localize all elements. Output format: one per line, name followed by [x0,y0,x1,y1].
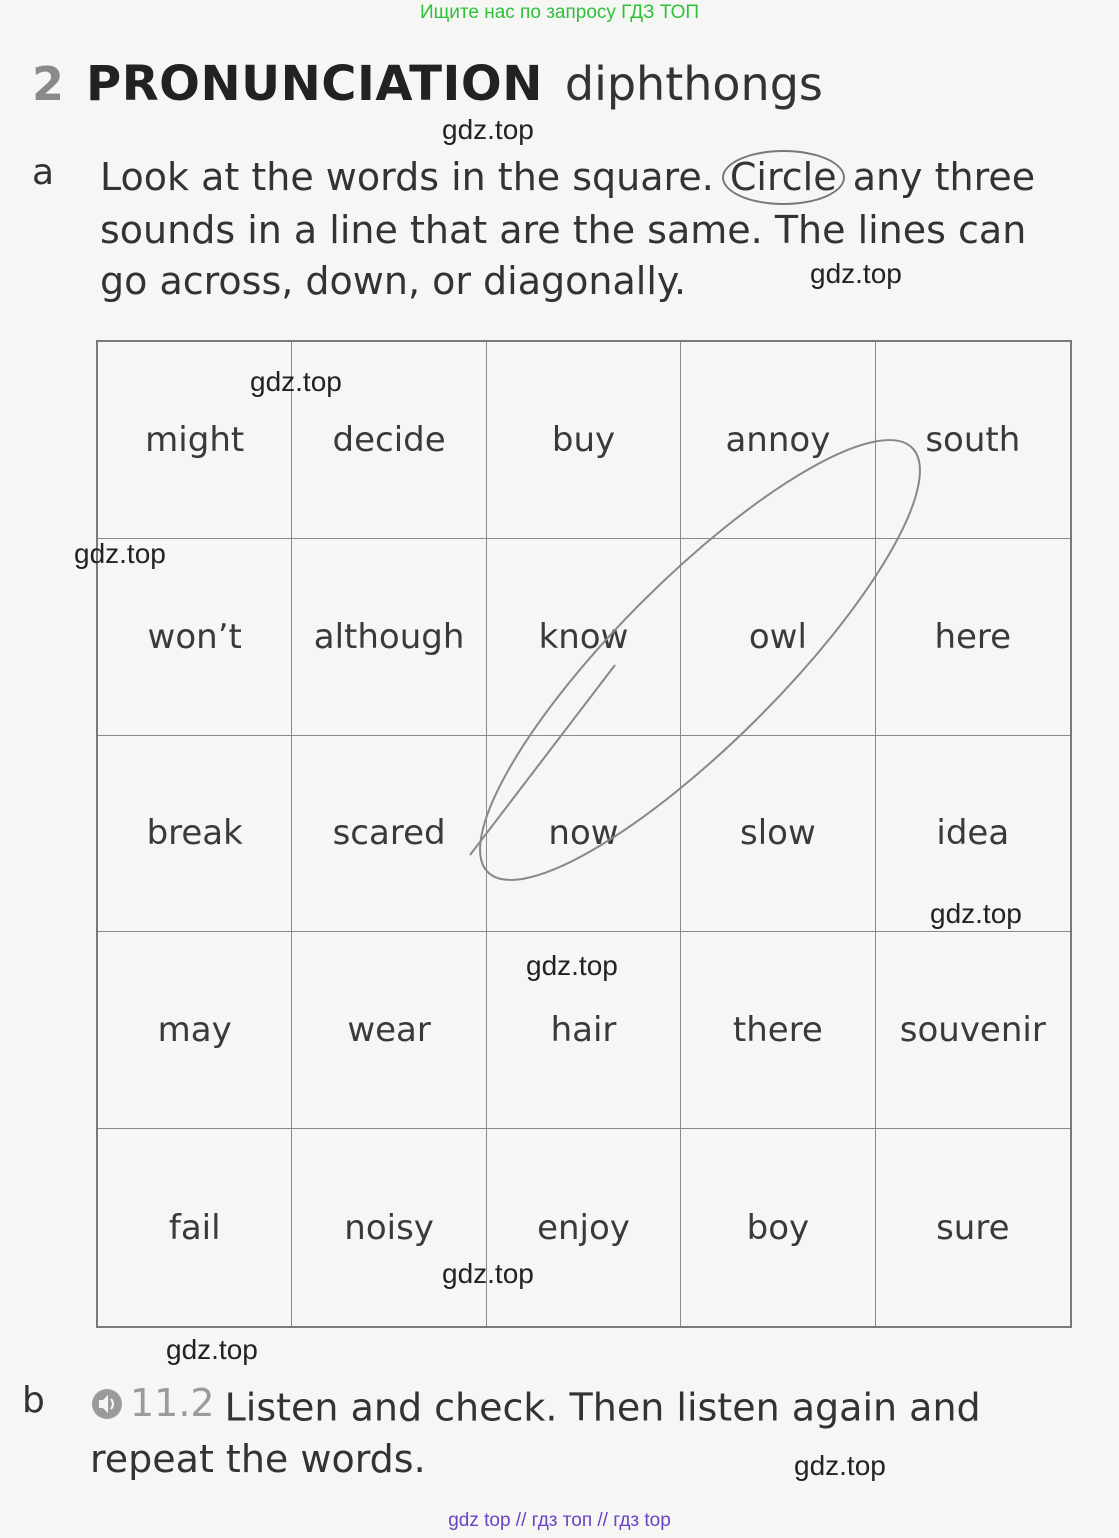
grid-cell[interactable]: slow [681,736,875,933]
watermark: gdz.top [526,950,618,981]
grid-cell[interactable]: there [681,932,875,1129]
grid-cell[interactable]: sure [936,1207,1010,1248]
track-number: 11.2 [130,1381,215,1425]
part-b-letter: b [22,1380,45,1421]
grid-cell[interactable]: noisy [292,1129,486,1326]
word-grid [96,340,1072,1328]
grid-cell[interactable]: boy [681,1129,875,1326]
grid-cell[interactable]: buy [487,342,681,539]
grid-cell[interactable]: know [487,539,681,736]
grid-cell[interactable]: now [487,736,681,933]
grid-cell[interactable]: break [98,736,292,933]
instruction-start: Look at the words in the square. [100,155,714,199]
watermark: gdz.top [250,366,342,397]
grid-cell[interactable]: owl [681,539,875,736]
audio-track[interactable] [90,1378,215,1429]
watermark: gdz.top [794,1450,886,1481]
circled-word: Circle [722,150,845,205]
grid-cell[interactable]: south [876,342,1070,539]
grid-cell[interactable]: here [876,539,1070,736]
section-title: PRONUNCIATION [86,56,543,112]
section-subtitle: diphthongs [564,57,823,111]
part-b-text: Listen and check. Then listen again and repeat the words. [90,1385,981,1481]
section-number: 2 [32,57,65,111]
footer-links[interactable]: gdz top // гдз топ // гдз top [448,1510,671,1531]
part-a-instruction [100,150,1060,307]
watermark: gdz.top [930,898,1022,929]
grid-cell[interactable]: annoy [681,342,875,539]
grid-cell[interactable]: souvenir [876,932,1070,1129]
watermark: gdz.top [166,1334,258,1365]
grid-cell[interactable]: enjoy [487,1129,681,1326]
part-a-letter: a [32,152,55,193]
watermark: gdz.top [442,114,534,145]
grid-cell[interactable]: fail [98,1129,292,1326]
watermark: gdz.top [442,1258,534,1289]
part-b-instruction [90,1378,1050,1485]
grid-cell[interactable]: wear [292,932,486,1129]
grid-cell[interactable]: may [98,932,292,1129]
speaker-icon [90,1387,124,1421]
grid-cell[interactable]: scared [292,736,486,933]
instruction-end: any three sounds in a line that are the same. The lines can go across, down, or diagonally. [100,155,1036,303]
grid-cell[interactable]: won’t [98,539,292,736]
grid-cell[interactable]: although [292,539,486,736]
grid-cell[interactable]: might [98,342,292,539]
grid-cell[interactable]: idea [876,736,1070,933]
watermark: gdz.top [74,538,166,569]
top-banner[interactable]: Ищите нас по запросу ГДЗ ТОП [419,2,700,23]
grid-cell[interactable]: hair [487,932,681,1129]
watermark: gdz.top [810,258,902,289]
section-heading [32,56,823,112]
grid-cell[interactable]: decide [292,342,486,539]
